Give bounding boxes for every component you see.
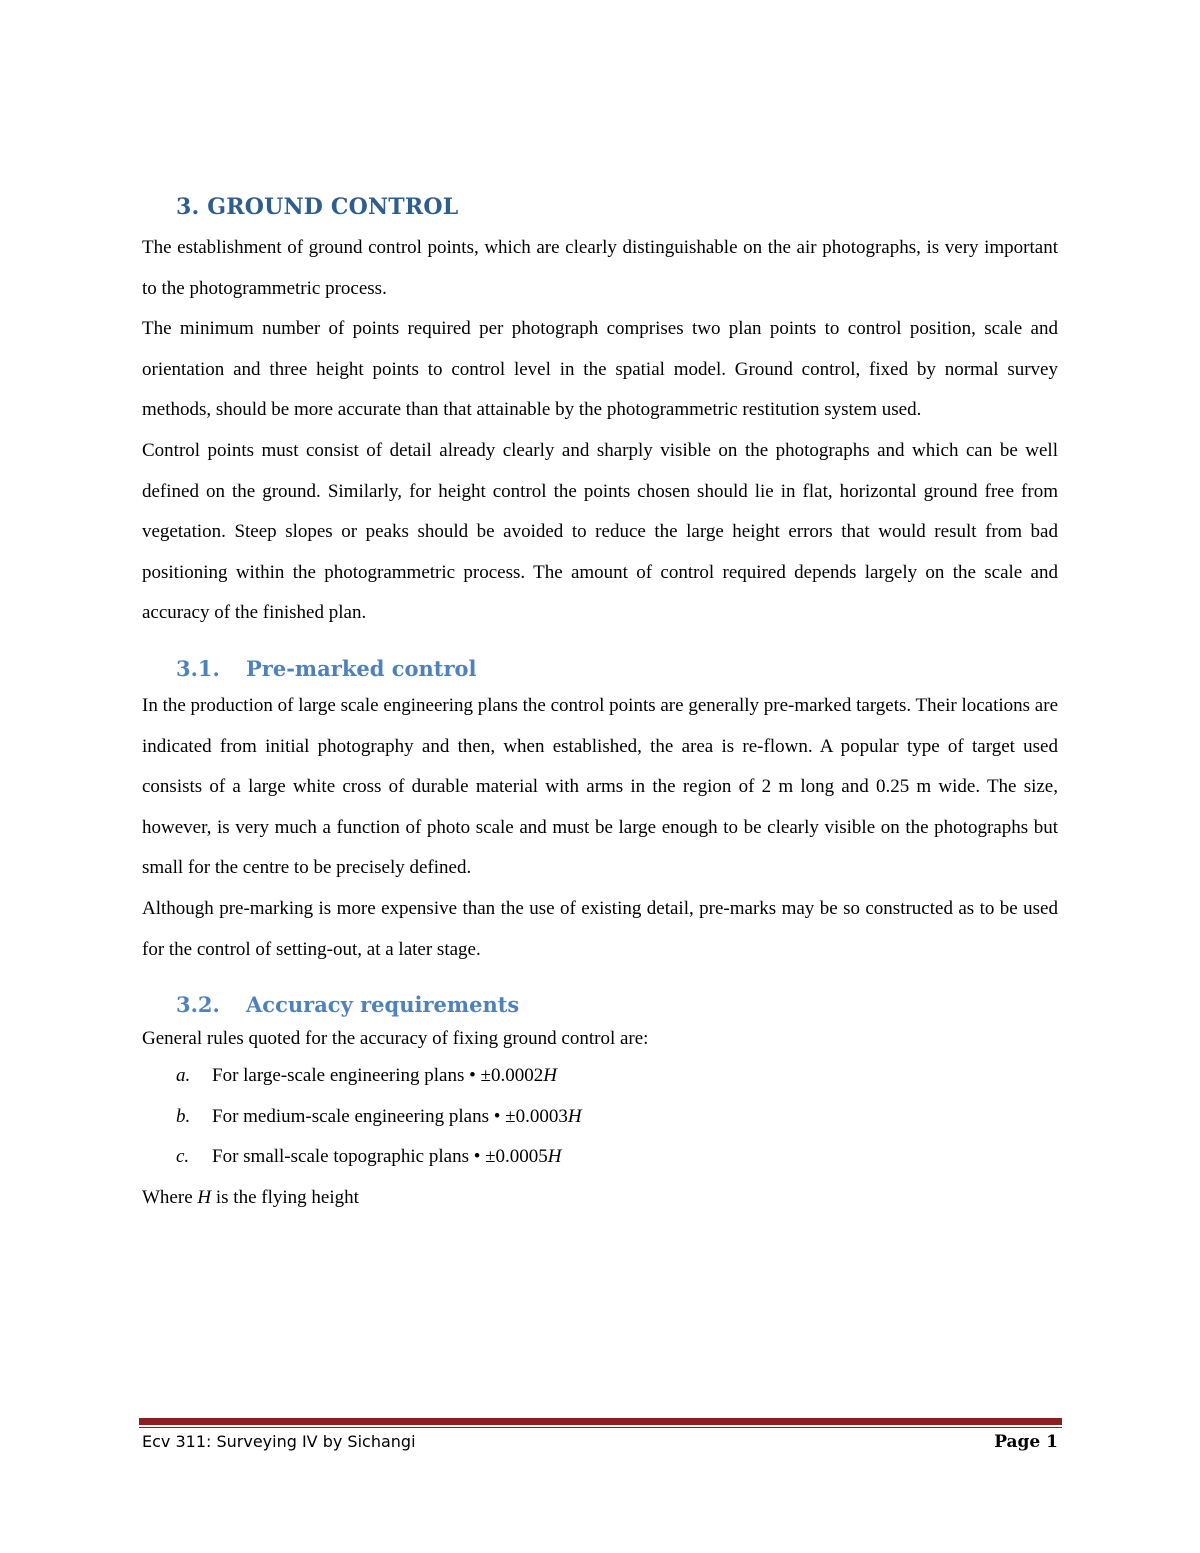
subsection-heading-accuracy — [142, 988, 1058, 1022]
list-item — [142, 1097, 1058, 1138]
accuracy-rules-list — [142, 1056, 1058, 1178]
section-heading — [176, 190, 1058, 224]
variable-h: H — [543, 1065, 557, 1087]
rule-text: For large-scale engineering plans • ±0.0002 — [212, 1065, 544, 1087]
footer-course-title: Ecv 311: Surveying IV by Sichangi — [142, 1432, 416, 1451]
variable-h: H — [547, 1146, 562, 1168]
variable-h: H — [197, 1186, 212, 1208]
paragraph: In the production of large scale engineering plans the control points are generally pre-marked targets. Their locations are indicated from initial photography and then, when established, the area is re-flown. A popular type of target used consists of a large white cross of durable material with arms in the region of 2 m long and 0.25 m wide. The size, however, is very much a function of photo scale and must be large enough to be clearly visible on the photographs but small for the centre to be precisely defined. — [142, 694, 1058, 879]
section-number: 3. — [176, 194, 200, 220]
subsection-title: Pre-marked control — [246, 655, 477, 681]
paragraph: The minimum number of points required per photograph comprises two plan points to control position, scale and orientation and three height points to control level in the spatial model. Ground control, fixed by normal survey methods, should be more accurate than that attainable by the photogrammetric restitution system used. — [142, 318, 1058, 421]
paragraph: General rules quoted for the accuracy of fixing ground control are: — [142, 1028, 649, 1050]
section-title: GROUND CONTROL — [207, 194, 459, 220]
list-item-text — [212, 1056, 557, 1097]
list-marker: b. — [176, 1105, 191, 1127]
spacer — [142, 634, 1058, 652]
rule-text: For small-scale topographic plans • ±0.0005 — [212, 1146, 548, 1168]
spacer — [142, 970, 1058, 988]
page-content — [142, 190, 1058, 1218]
list-item — [142, 1137, 1058, 1178]
footer-page-number: Page 1 — [994, 1432, 1058, 1452]
rule-text: For medium-scale engineering plans • ±0.0003 — [212, 1105, 568, 1127]
subsection-title: Accuracy requirements — [246, 992, 520, 1018]
where-suffix: is the flying height — [211, 1186, 359, 1208]
paragraph: Although pre-marking is more expensive than the use of existing detail, pre-marks may be so constructed as to be used for the control of setting-out, at a later stage. — [142, 897, 1058, 960]
footer-divider-thin — [139, 1427, 1062, 1428]
variable-h: H — [567, 1105, 582, 1127]
subsection-number: 3.2. — [176, 992, 220, 1018]
list-item — [142, 1056, 1058, 1097]
subsection-heading-premarked — [142, 652, 1058, 686]
list-item-text — [212, 1137, 562, 1178]
footer-divider — [139, 1418, 1062, 1425]
list-marker: c. — [176, 1146, 190, 1168]
subsection-number: 3.1. — [176, 655, 220, 681]
where-prefix: Where — [142, 1186, 198, 1208]
paragraph: The establishment of ground control points, which are clearly distinguishable on the air photographs, is very important to the photogrammetric process. — [142, 237, 1058, 299]
list-item-text — [212, 1097, 582, 1138]
list-marker: a. — [176, 1065, 191, 1087]
where-line — [142, 1178, 1058, 1219]
paragraph: Control points must consist of detail already clearly and sharply visible on the photographs and which can be well defined on the ground. Similarly, for height control the points chosen should lie in flat, horizontal ground free from vegetation. Steep slopes or peaks should be avoided to reduce the large height errors that would result from bad positioning within the photogrammetric process. The amount of control required depends largely on the scale and accuracy of the finished plan. — [142, 439, 1058, 624]
